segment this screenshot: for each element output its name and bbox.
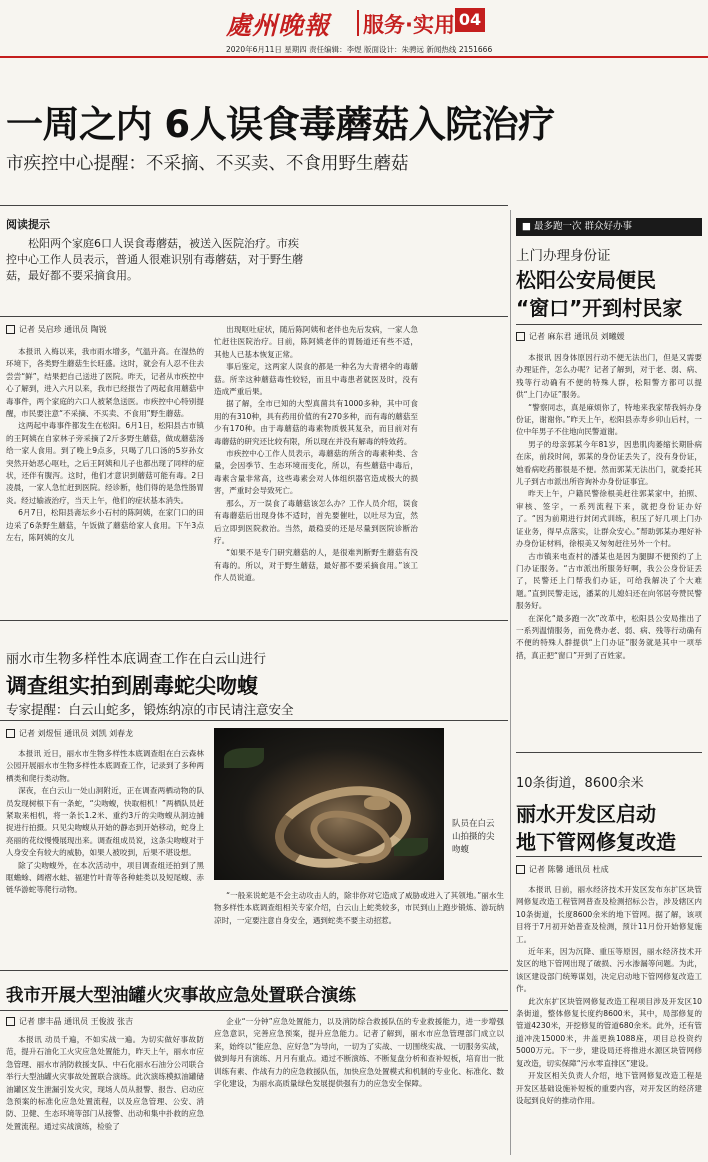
lead-headline: 一周之内 6人误食毒蘑菇入院治疗 xyxy=(6,103,555,146)
police-headline-1: 松阳公安局便民 xyxy=(516,268,656,292)
street-pretitle: 10条街道，8600余米 xyxy=(516,776,644,791)
lead-column-1 xyxy=(6,346,204,614)
lead-rule xyxy=(0,205,508,206)
reading-tip-summary: 松阳两个家庭6口人误食毒蘑菇，被送入医院治疗。市疾控中心工作人员表示，普通人很难识别有毒蘑菇，对于野生蘑菇，最好都不要采摘食用。 xyxy=(6,237,303,282)
lead-column-2 xyxy=(214,324,418,614)
street-headline-1: 丽水开发区启动 xyxy=(516,802,656,826)
byline-marker xyxy=(516,865,525,874)
summary-rule xyxy=(0,316,508,317)
lead-byline-text: 记者 吴启珍 通讯员 陶锐 xyxy=(19,325,107,334)
police-byline-text: 记者 麻东君 通讯员 刘曦媛 xyxy=(529,332,625,341)
column-divider-right xyxy=(510,210,511,1155)
byline-marker xyxy=(6,1017,15,1026)
snake-paragraph: 除了尖吻蝮外，在本次活动中，项目调查组还拍到了黑眶蟾蜍、阔褶水蛙、福建竹叶青等各种蛙类以及短尾蝮、赤链华游蛇等爬行动物。 xyxy=(6,860,204,895)
police-paragraph: 男子的母亲郭某今年81岁，因患肌肉萎缩长期卧病在床，前段时间，郭某的身份证丢失了，没有身份证，她看病吃药都很是不便。然而郭某无法出门，就委托其儿子到古市派出所咨询补办身份证事宜。 xyxy=(516,439,702,487)
lead-col2-paragraph: 出现呕吐症状，随后陈阿姨和老伴也先后发病，一家人急忙赶往医院治疗。目前，陈阿姨老伴的胃肠道还有些不适，其他人已基本恢复正常。 xyxy=(214,325,418,359)
lead-byline xyxy=(6,324,107,335)
masthead-divider xyxy=(357,10,359,36)
byline-marker xyxy=(516,332,525,341)
lead-col2-paragraph: 据了解，全市已知的大型真菌共有1000多种，其中可食用的有310种，具有药用价值的有270多种，而有毒的蘑菇至少有170种。由于毒蘑菇的毒素物质极其复杂，而目前对有毒蘑菇的研究还比较有限，所以现在并没有解毒的特效药。 xyxy=(214,399,418,446)
masthead-info-line: 2020年6月11日 星期四 责任编辑：李煜 版面设计：朱骋远 新闻热线 2151666 xyxy=(226,45,493,54)
police-paragraph: 在深化“最多跑一次”改革中，松阳县公安局推出了一系列温情服务，而免费办老、弱、病、残等行动确有不便的特殊人群提供“上门办证”服务就是其中一项举措，真正把“窗口”开到了百姓家。 xyxy=(516,613,702,660)
police-paragraph: “警察同志，真是麻烦你了，特地来我家帮我妈办身份证，谢谢你。”昨天上午，松阳县赤寿乡卯山后村，一位中年男子不住地向民警道谢。 xyxy=(516,402,702,437)
byline-marker xyxy=(6,729,15,738)
snake-right-column: “一般来说蛇是不会主动攻击人的，除非你对它造成了威胁或进入了其领地。”丽水生物多样性本底调查组相关专家介绍，白云山上蛇类较多，市民到山上跑步锻炼、游玩纳凉时，一定要注意自身安全，遇到蛇类不要主动招惹。 xyxy=(214,891,504,925)
snake-photo xyxy=(214,728,444,880)
snake-pretitle: 丽水市生物多样性本底调查工作在白云山进行 xyxy=(6,652,267,667)
lead-col1-paragraph: 这两起中毒事件都发生在松阳。6月1日，松阳县古市镇的王阿姨在自家林子旁采摘了2斤多野生蘑菇，做成蘑菇汤给一家人食用。到了晚上9点多，只喝了几口汤的5岁孙女突然开始恶心呕吐，之后王阿姨和儿子也都出现了同样的症状，还伴有腹泻。这时，他们才意识到蘑菇可能有毒。2日凌晨，一家人急忙赶到医院。经诊断，他们得的是急性肠胃炎。经过输液治疗，当天上午，他们的症状基本消失。 xyxy=(6,421,204,505)
fire-byline-text: 记者 廖丰晶 通讯员 王俊波 张吉 xyxy=(19,1017,134,1026)
lead-subheadline: 市疾控中心提醒：不采摘、不买卖、不食用野生蘑菇 xyxy=(6,154,409,174)
fire-column-2: 企业“一分钟”应急处置能力，以及消防综合救援队伍的专业救援能力，进一步增强应急意识，完善应急预案，提升应急能力。记者了解到，丽水市应急管理部门成立以来，始终以“能应急、应好急”为导向，一切为了实战、一切围绕实战、一切服务实战，做到每月有演练、月月有重点。通过不断演练、不断复盘分析和查补短板，培育出一批训练有素、作战有力的应急救援队伍，加快应急处置模式和机制的专业化、标准化、数字化建设，为丽水高质量绿色发展提供强有力的应急安全保障。 xyxy=(214,1017,504,1089)
street-byline xyxy=(516,864,609,875)
masthead-rule xyxy=(0,56,708,58)
fire-top-rule xyxy=(0,970,508,971)
lead-col1-paragraph: 本报讯 入梅以来，我市雨水增多，气温升高。在湿热的环境下，各类野生蘑菇生长旺盛。这时，就会有人忍不住去尝尝“鲜”，结果把自己送进了医院。昨天，记者从市疾控中心了解到，进入六月以来，我市已经报告了两起食用蘑菇中毒事件，两个家庭的六口人被紧急送医。市疾控中心特别提醒，市民要注意“不采摘、不买卖、不食用”野生蘑菇。 xyxy=(6,347,204,419)
street-rule xyxy=(516,856,702,857)
snake-body xyxy=(6,748,204,970)
fire-byline xyxy=(6,1016,133,1027)
street-paragraph: 本报讯 日前，丽水经济技术开发区发布东扩区块管网修复改造工程管网普查及检测招标公告，涉及辖区内10条街道，长度8600余米的地下管网。据了解，该项目将于7月初开始普查及检测，预计11月份开始修复施工。 xyxy=(516,885,702,944)
lead-col2-paragraph: 那么，万一误食了毒蘑菇该怎么办？工作人员介绍，误食有毒蘑菇后出现身体不适时，首先要催吐，以吐尽为宜，然后立即到医院救治。当然，最稳妥的还是尽量到医院诊断治疗。 xyxy=(214,498,418,545)
police-paragraph: 昨天上午，户籍民警徐根美赶往郭某家中，拍照、审核、签字，一系列流程下来，就把身份证办好了。“因为前期进行封闭式训练，积压了好几项上门办证业务，得早点落实，让群众安心。”帮助郭某办理好补办身份证材料，徐根美又匆匆赶往另外一个村。 xyxy=(516,489,702,549)
lead-col1-paragraph: 6月7日，松阳县斋坛乡小石村的陈阿姨，在家门口的田边采了6条野生蘑菇，午饭做了蘑菇给家人食用。下午3点左右，陈阿姨的女儿 xyxy=(6,508,204,543)
snake-head-shape xyxy=(364,796,390,810)
police-bottom-rule xyxy=(516,752,702,753)
photo-leaf xyxy=(224,748,264,768)
street-paragraph: 开发区相关负责人介绍，地下管网修复改造工程是开发区基础设施补短板的重要内容，对开发区的经济建设起到良好的推动作用。 xyxy=(516,1071,702,1105)
snake-paragraph: 本报讯 近日，丽水市生物多样性本底调查组在白云森林公园开展丽水市生物多样性本底调查工作，记录到了多种两栖类和爬行类动物。 xyxy=(6,749,204,783)
snake-headline: 调查组实拍到剧毒蛇尖吻蝮 xyxy=(6,674,258,698)
street-paragraph: 此次东扩区块管网修复改造工程项目涉及开发区10条街道，整体修复长度约8600米，其中，局部修复的管道4230米，开挖修复的管道680余米。此外，还有管道冲洗15000米，井盖更换1088座，项目总投资约5000万元。下一步，建设局还将推进水源区块管网修复改造，切实保障“污水零直排区”建设。 xyxy=(516,996,702,1068)
police-paragraph: 本报讯 因身体原因行动不便无法出门，但是又需要办理证件，怎么办呢？记者了解到，对于老、弱、病、残等行动确有不便的特殊人群，松阳警方都可以提供“上门办证”服务。 xyxy=(516,353,702,400)
lead-col2-paragraph: 事后鉴定，这两家人误食的都是一种名为大青褶伞的毒蘑菇。所幸这种蘑菇毒性较轻，而且中毒患者就医及时，没有造成严重后果。 xyxy=(214,362,418,397)
section-name: 服务·实用 xyxy=(363,13,455,37)
page-number-badge: 04 xyxy=(455,8,485,32)
snake-top-rule xyxy=(0,620,508,621)
police-rule xyxy=(516,324,702,325)
fire-headline: 我市开展大型油罐火灾事故应急处置联合演练 xyxy=(6,986,356,1006)
police-paragraph: 古市镇来电查村的潘某也是因为腿脚不便预约了上门办证服务。“古市派出所服务好啊，我公公身份证丢了，民警还上门帮我们办证，可给我解决了个大难题。”直到民警走远，潘某的儿媳妇还在向邻居夸赞民警服务好。 xyxy=(516,551,702,611)
police-body xyxy=(516,352,702,742)
police-byline xyxy=(516,331,625,342)
street-body xyxy=(516,884,702,1156)
snake-rule xyxy=(0,720,508,721)
paper-logo: 處州晚報 xyxy=(226,11,331,40)
byline-marker xyxy=(6,325,15,334)
reading-tip-label: 阅读提示 xyxy=(6,218,50,231)
police-headline-2: “窗口”开到村民家 xyxy=(516,296,683,320)
police-pretitle: 上门办理身份证 xyxy=(516,248,611,264)
snake-paragraph: 深夜，在白云山一处山洞附近，正在调查两栖动物的队员发现树根下有一条蛇，“尖吻蝮，快取相机！”两栖队员赶紧取来相机，将一条长1.2米、重约3斤的尖吻蝮从洞边捕捉进行拍摄。只见尖吻蝮从开始的静态到开始移动，蛇身上亮丽的花纹慢慢展现出来。调查组成员说，这条尖吻蝮对于人身安全有较大的威胁，如果人被咬到，后果不堪设想。 xyxy=(6,786,204,858)
snake-photo-caption: 队员在白云山拍摄的尖吻蝮 xyxy=(452,819,495,855)
fire-column-1: 本报讯 动员千遍，不如实战一遍。为切实做好事故防范，提升石油化工火灾应急处置能力，昨天上午，丽水市应急管理、丽水市消防救援支队、中石化丽水石油分公司联合举行大型油罐火灾事故处置联合演练。此次演练模拟油罐储油罐区发生泄漏引发火灾，现场人员从报警、报告、启动应急预案的标准化应急处置流程，以及应急管理、公安、消防、卫健、生态环境等部门从接警、出动和集中扑救的应急处置流程。通过实战演练，检验了 xyxy=(6,1035,204,1131)
street-byline-text: 记者 陈馨 通讯员 杜成 xyxy=(529,865,609,874)
police-kicker-text: 最多跑一次 群众好办事 xyxy=(534,221,633,232)
fire-rule xyxy=(0,1010,508,1011)
snake-byline-text: 记者 刘煜恒 通讯员 刘凯 刘春龙 xyxy=(19,729,134,738)
snake-subheadline: 专家提醒：白云山蛇多，锻炼纳凉的市民请注意安全 xyxy=(6,702,294,717)
street-headline-2: 地下管网修复改造 xyxy=(516,830,676,854)
kicker-square-icon: ■ xyxy=(522,221,534,232)
lead-col2-paragraph: 市疾控中心工作人员表示，毒蘑菇的所含的毒素种类、含量，会因季节、生态环境而变化，所以，有些蘑菇中毒后，毒素含量非常高，这些毒素会对人体组织器官造成极大的损害，严重时会导致死亡。 xyxy=(214,449,418,496)
police-kicker-bar xyxy=(516,218,702,236)
lead-col2-paragraph: “如果不是专门研究蘑菇的人，是很难判断野生蘑菇有没有毒的。所以，对于野生蘑菇，最好都不要采摘食用。”该工作人员说道。 xyxy=(214,548,418,583)
street-paragraph: 近年来，因为沉降、重压等原因，丽水经济技术开发区的地下管网出现了破损、污水渗漏等问题。为此，该区建设部门统筹谋划，决定启动地下管网修复改造工作。 xyxy=(516,947,702,994)
snake-byline xyxy=(6,728,133,739)
